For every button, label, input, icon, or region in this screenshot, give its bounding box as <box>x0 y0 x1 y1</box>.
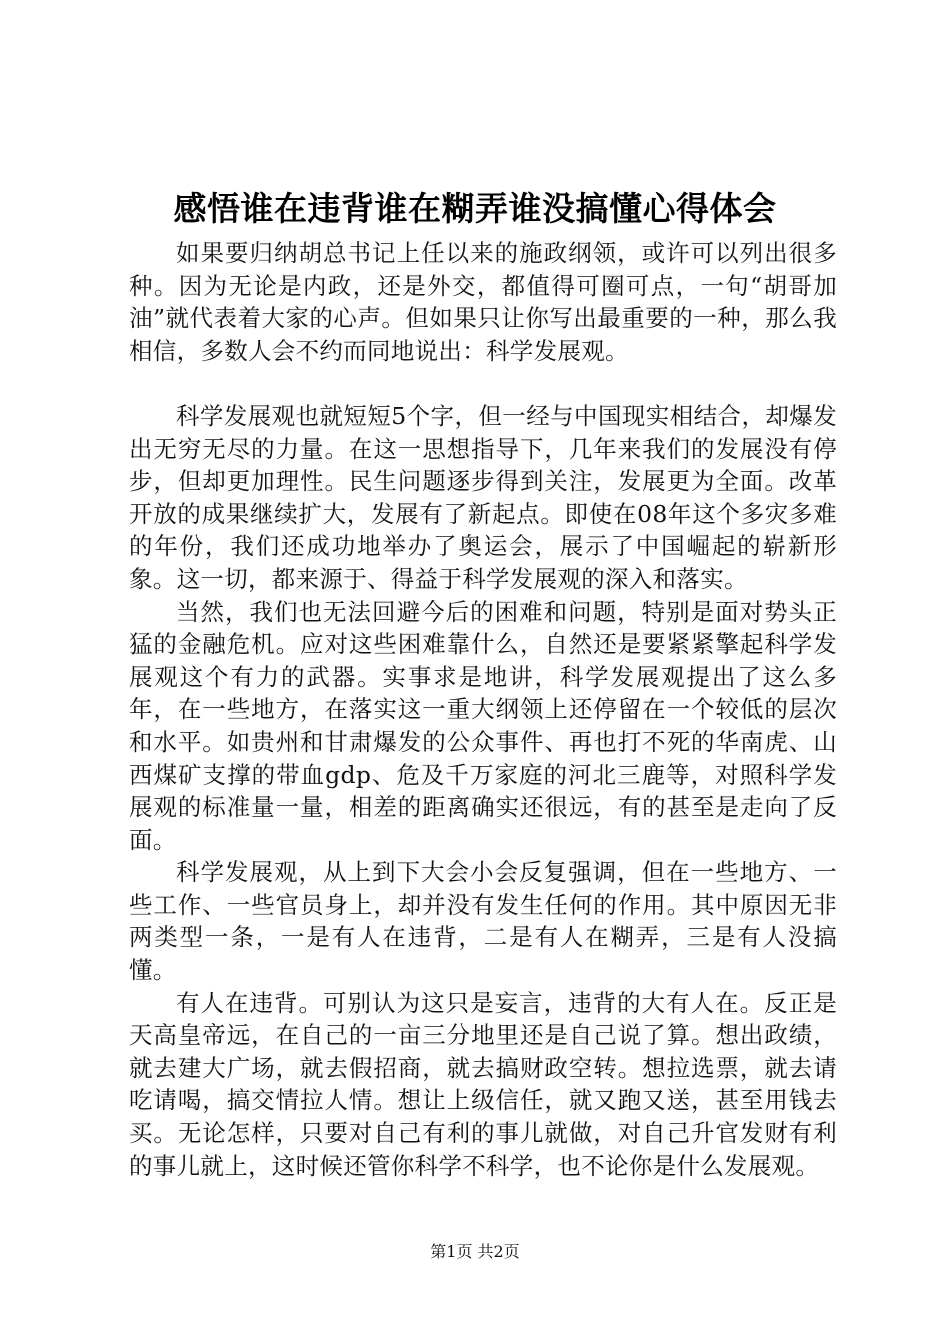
document-body <box>129 237 837 1182</box>
paragraph: 科学发展观，从上到下大会小会反复强调，但在一些地方、一些工作、一些官员身上，却并没有发生任何的作用。其中原因无非两类型一条，一是有人在违背，二是有人在糊弄，三是有人没搞懂。 <box>129 858 837 985</box>
paragraph: 当然，我们也无法回避今后的困难和问题，特别是面对势头正猛的金融危机。应对这些困难靠什么，自然还是要紧紧擎起科学发展观这个有力的武器。实事求是地讲，科学发展观提出了这么多年，在一些地方，在落实这一重大纲领上还停留在一个较低的层次和水平。如贵州和甘肃爆发的公众事件、再也打不死的华南虎、山西煤矿支撑的带血gdp、危及千万家庭的河北三鹿等，对照科学发展观的标准量一量，相差的距离确实还很远，有的甚至是走向了反面。 <box>129 597 837 854</box>
document-title: 感悟谁在违背谁在糊弄谁没搞懂心得体会 <box>173 189 777 228</box>
paragraph-gap <box>129 367 837 400</box>
paragraph: 科学发展观也就短短5个字，但一经与中国现实相结合，却爆发出无穷无尽的力量。在这一思想指导下，几年来我们的发展没有停步，但却更加理性。民生问题逐步得到关注，发展更为全面。改革开放的成果继续扩大，发展有了新起点。即使在08年这个多灾多难的年份，我们还成功地举办了奥运会，展示了中国崛起的崭新形象。这一切，都来源于、得益于科学发展观的深入和落实。 <box>129 401 837 593</box>
paragraph: 如果要归纳胡总书记上任以来的施政纲领，或许可以列出很多种。因为无论是内政，还是外交，都值得可圈可点，一句“胡哥加油”就代表着大家的心声。但如果只让你写出最重要的一种，那么我相信，多数人会不约而同地说出：科学发展观。 <box>129 239 837 365</box>
paragraph: 有人在违背。可别认为这只是妄言，违背的大有人在。反正是天高皇帝远，在自己的一亩三分地里还是自己说了算。想出政绩，就去建大广场，就去假招商，就去搞财政空转。想拉选票，就去请吃请喝，搞交情拉人情。想让上级信任，就又跑又送，甚至用钱去买。无论怎样，只要对自己有利的事儿就做，对自己升官发财有利的事儿就上，这时候还管你科学不科学，也不论你是什么发展观。 <box>129 988 837 1180</box>
page-number-footer: 第1页 共2页 <box>430 1242 520 1261</box>
